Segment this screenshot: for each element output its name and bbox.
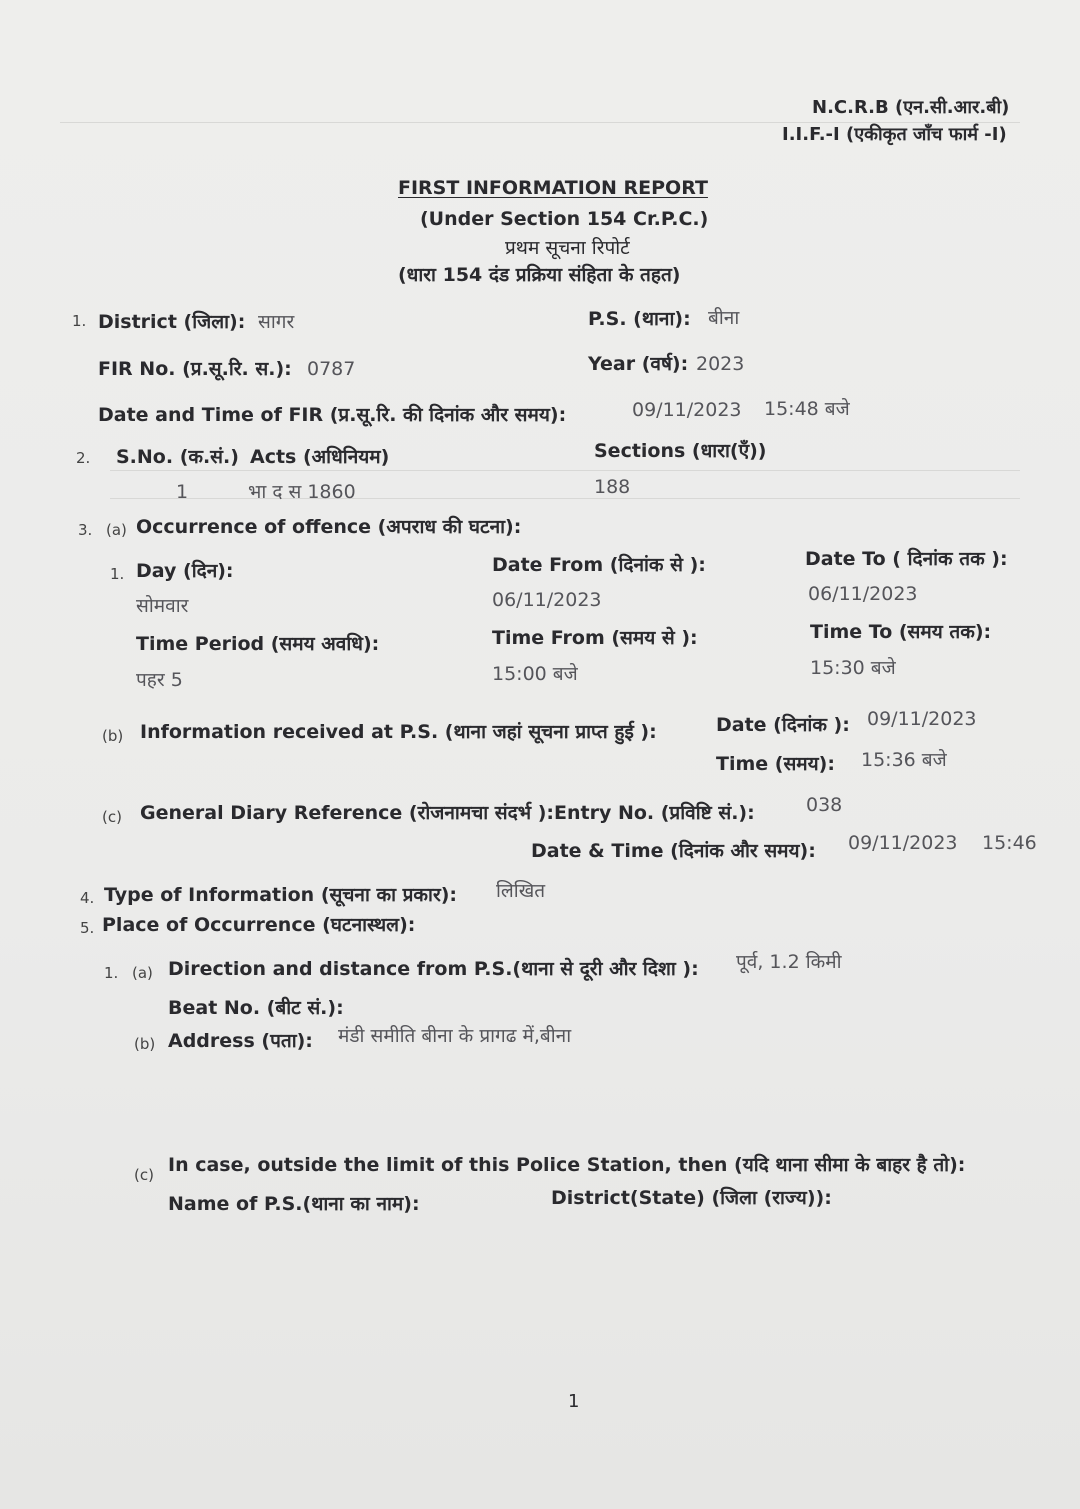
ps-label: P.S. (थाना): — [588, 308, 691, 330]
info-received-label: Information received at P.S. (थाना जहां सूचना प्राप्त हुई ): — [140, 721, 657, 743]
general-diary-label: General Diary Reference (रोजनामचा संदर्भ ):Entry No. (प्रविष्टि सं.): — [140, 802, 755, 824]
year-value: 2023 — [696, 353, 745, 375]
section-1-number: 1. — [72, 312, 87, 330]
info-received-date-value: 09/11/2023 — [867, 708, 977, 730]
section-3b-letter: (b) — [102, 727, 124, 745]
time-period-label: Time Period (समय अवधि): — [136, 633, 380, 655]
district-value: सागर — [258, 311, 295, 333]
report-title: FIRST INFORMATION REPORT — [398, 177, 708, 199]
info-received-date-label: Date (दिनांक ): — [716, 714, 850, 736]
acts-table-rule — [110, 470, 1020, 471]
fir-no-label: FIR No. (प्र.सू.रि. स.): — [98, 358, 292, 380]
address-label: Address (पता): — [168, 1030, 313, 1052]
iif-label: I.I.F.-I (एकीकृत जाँच फार्म -I) — [782, 124, 1007, 145]
fir-time-value: 15:48 बजे — [764, 398, 850, 420]
section-3a-letter: (a) — [106, 521, 127, 539]
ncrb-label: N.C.R.B (एन.सी.आर.बी) — [812, 97, 1010, 118]
beat-no-label: Beat No. (बीट सं.): — [168, 997, 344, 1019]
time-to-value: 15:30 बजे — [810, 657, 896, 679]
time-to-label: Time To (समय तक): — [810, 621, 992, 643]
section-5b-letter: (b) — [134, 1035, 156, 1053]
time-from-value: 15:00 बजे — [492, 663, 578, 685]
diary-date-value: 09/11/2023 — [848, 832, 958, 854]
day-label: Day (दिन): — [136, 560, 234, 582]
info-type-label: Type of Information (सूचना का प्रकार): — [104, 884, 457, 906]
section-4-number: 4. — [80, 889, 95, 907]
act-row-sno: 1 — [176, 481, 189, 503]
place-sub-number: 1. — [104, 964, 119, 982]
page-number: 1 — [568, 1391, 580, 1412]
info-received-time-label: Time (समय): — [716, 753, 835, 775]
ps-name-label: Name of P.S.(थाना का नाम): — [168, 1193, 420, 1215]
occurrence-label: Occurrence of offence (अपराध की घटना): — [136, 516, 522, 538]
section-5a-letter: (a) — [132, 964, 153, 982]
diary-datetime-label: Date & Time (दिनांक और समय): — [531, 840, 816, 862]
section-5c-letter: (c) — [134, 1166, 154, 1184]
diary-time-value: 15:46 — [982, 832, 1037, 854]
direction-distance-label: Direction and distance from P.S.(थाना से दूरी और दिशा ): — [168, 958, 699, 980]
fir-date-value: 09/11/2023 — [632, 399, 742, 421]
sections-header: Sections (धारा(एँ)) — [594, 440, 767, 462]
occurrence-sub-number: 1. — [110, 565, 125, 583]
direction-distance-value: पूर्व, 1.2 किमी — [736, 951, 842, 973]
district-label: District (जिला): — [98, 311, 246, 333]
district-state-label: District(State) (जिला (राज्य)): — [551, 1187, 832, 1209]
section-5-number: 5. — [80, 919, 95, 937]
day-value: सोमवार — [136, 595, 189, 617]
fir-datetime-label: Date and Time of FIR (प्र.सू.रि. की दिनांक और समय): — [98, 404, 567, 426]
address-value: मंडी समीति बीना के प्रागढ में,बीना — [338, 1025, 572, 1047]
entry-no-value: 038 — [806, 794, 843, 816]
time-period-value: पहर 5 — [136, 669, 183, 691]
place-of-occurrence-label: Place of Occurrence (घटनास्थल): — [102, 914, 416, 936]
ps-value: बीना — [708, 307, 740, 329]
info-received-time-value: 15:36 बजे — [861, 749, 947, 771]
date-from-label: Date From (दिनांक से ): — [492, 554, 706, 576]
year-label: Year (वर्ष): — [588, 353, 689, 375]
report-hindi-title: प्रथम सूचना रिपोर्ट — [505, 237, 630, 259]
section-3-number: 3. — [78, 521, 93, 539]
outside-limit-label: In case, outside the limit of this Police Station, then (यदि थाना सीमा के बाहर है तो): — [168, 1154, 966, 1176]
sno-header: S.No. (क.सं.) — [116, 446, 239, 468]
acts-header: Acts (अधिनियम) — [250, 446, 390, 468]
date-from-value: 06/11/2023 — [492, 589, 602, 611]
date-to-label: Date To ( दिनांक तक ): — [805, 548, 1008, 570]
date-to-value: 06/11/2023 — [808, 583, 918, 605]
acts-table-rule-bottom — [110, 498, 1020, 499]
section-2-number: 2. — [76, 449, 91, 467]
section-3c-letter: (c) — [102, 808, 122, 826]
report-hindi-section: (धारा 154 दंड प्रक्रिया संहिता के तहत) — [398, 264, 681, 286]
fir-no-value: 0787 — [307, 358, 356, 380]
info-type-value: लिखित — [496, 880, 546, 902]
report-section: (Under Section 154 Cr.P.C.) — [420, 208, 709, 230]
act-row-section: 188 — [594, 476, 631, 498]
act-row-act: भा द स 1860 — [248, 481, 356, 503]
time-from-label: Time From (समय से ): — [492, 627, 698, 649]
